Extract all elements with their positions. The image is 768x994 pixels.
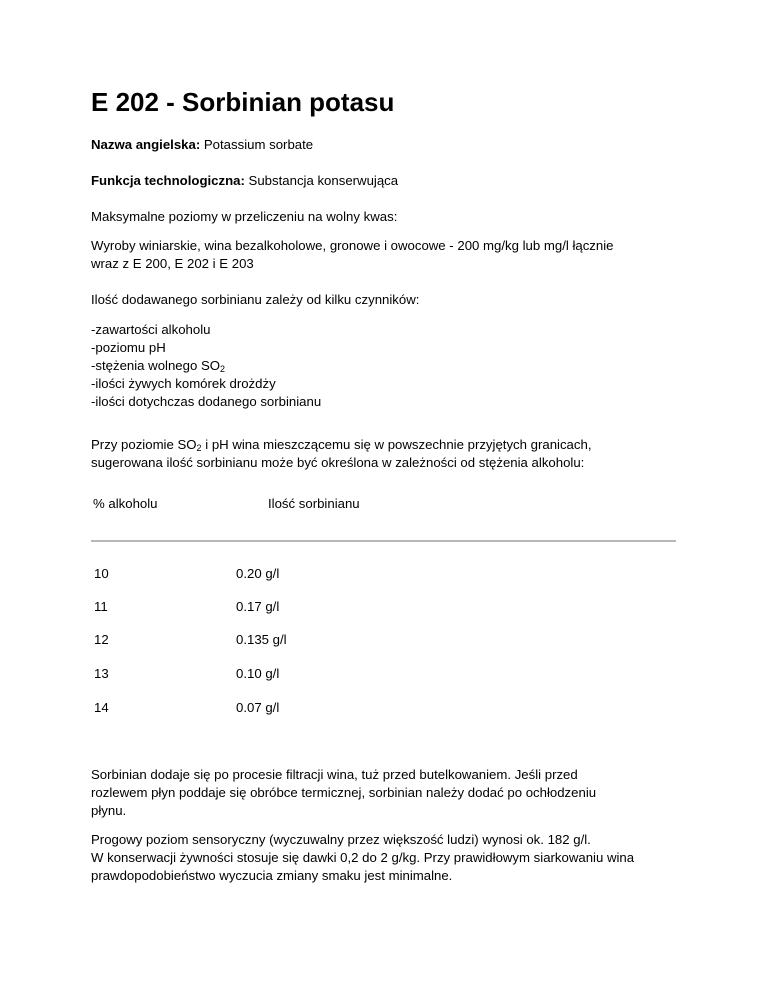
wine-products-line-1: Wyroby winiarskie, wina bezalkoholowe, gronowe i owocowe - 200 mg/kg lub mg/l łącznie xyxy=(91,238,614,253)
max-levels-intro: Maksymalne poziomy w przeliczeniu na wolny kwas: xyxy=(91,209,398,224)
table-header-sorbate: Ilość sorbinianu xyxy=(268,496,360,511)
wine-products-line-2: wraz z E 200, E 202 i E 203 xyxy=(91,256,254,271)
cell-alcohol: 10 xyxy=(94,566,109,581)
subscript: 2 xyxy=(220,364,226,374)
tech-function-line xyxy=(91,172,691,190)
factors-list xyxy=(91,321,321,411)
table-row xyxy=(91,565,391,583)
cell-sorbate: 0.17 g/l xyxy=(236,599,280,614)
cell-alcohol: 14 xyxy=(94,700,109,715)
table-row xyxy=(91,598,391,616)
cell-sorbate: 0.10 g/l xyxy=(236,666,280,681)
cell-sorbate: 0.135 g/l xyxy=(236,632,287,647)
list-item: -poziomu pH xyxy=(91,340,166,355)
table-row xyxy=(91,631,391,649)
cell-alcohol: 13 xyxy=(94,666,109,681)
table-row xyxy=(91,665,391,683)
english-name-label: Nazwa angielska: xyxy=(91,137,201,152)
table-row xyxy=(91,699,391,717)
cell-sorbate: 0.20 g/l xyxy=(236,566,280,581)
tech-function-label: Funkcja technologiczna: xyxy=(91,173,245,188)
subscript: 2 xyxy=(196,443,202,453)
factors-intro: Ilość dodawanego sorbinianu zależy od kilku czynników: xyxy=(91,292,420,307)
cell-alcohol: 12 xyxy=(94,632,109,647)
cell-sorbate: 0.07 g/l xyxy=(236,700,280,715)
wine-products-paragraph xyxy=(91,237,691,273)
list-item: -ilości dotychczas dodanego sorbinianu xyxy=(91,394,322,409)
list-item: -zawartości alkoholu xyxy=(91,322,211,337)
english-name-line xyxy=(91,136,691,154)
table-header-alcohol: % alkoholu xyxy=(93,496,158,511)
so2-paragraph: Przy poziomie $SO_2$ i pH wina mieszczącemu się w powszechnie przyjętych granicach, sugerowana ilość sorbinianu może być określona w zależności od stężenia alkoholu: xyxy=(91,437,592,470)
english-name-value: Potassium sorbate xyxy=(203,137,314,152)
table-divider xyxy=(91,540,676,542)
list-item: -ilości żywych komórek drożdży xyxy=(91,376,276,391)
filtration-paragraph: Sorbinian dodaje się po procesie filtracji wina, tuż przed butelkowaniem. Jeśli przed rozlewem płyn poddaje się obróbce termicznej, sorbinian należy dodać po ochłodzeniu płynu. xyxy=(91,767,597,818)
sensory-paragraph: Progowy poziom sensoryczny (wyczuwalny przez większość ludzi) wynosi ok. 182 g/l. W konserwacji żywności stosuje się dawki 0,2 do 2 g/kg. Przy prawidłowym siarkowaniu wina prawdopodobieństwo wyczucia zmiany smaku jest minimalne. xyxy=(91,832,635,883)
tech-function-value: Substancja konserwująca xyxy=(248,173,399,188)
list-item: -stężenia wolnego $SO_2$ xyxy=(91,358,226,374)
cell-alcohol: 11 xyxy=(94,599,108,614)
page-title: E 202 - Sorbinian potasu xyxy=(91,87,395,117)
